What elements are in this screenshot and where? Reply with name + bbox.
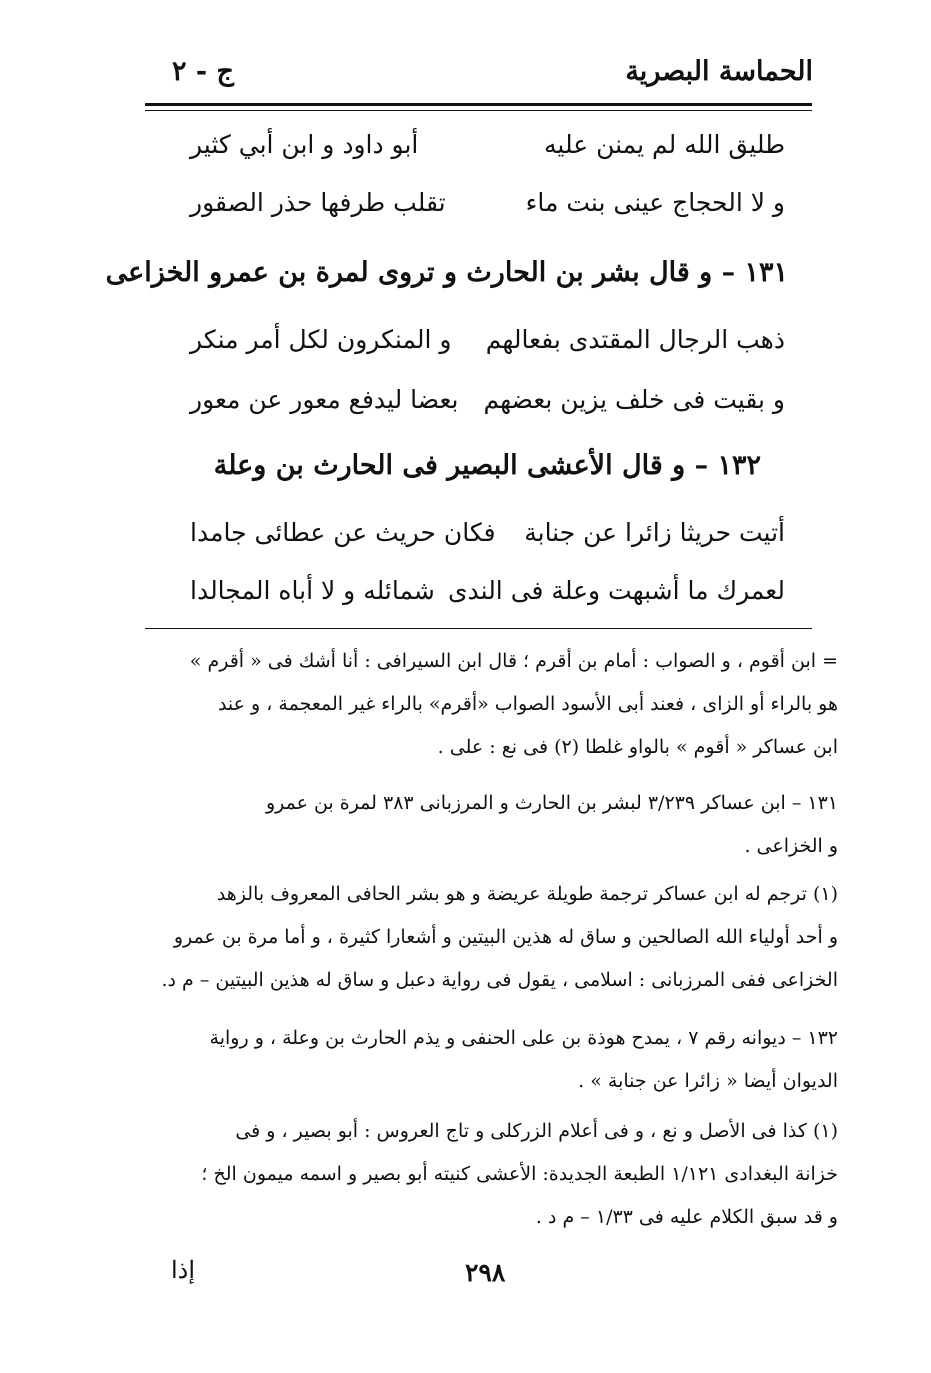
footnote-rule xyxy=(145,628,812,629)
page-number: ٢٩٨ xyxy=(465,1258,506,1287)
volume-label: ج - ٢ xyxy=(172,56,234,87)
footnote-line: ١٣٢ – ديوانه رقم ٧ ، يمدح هوذة بن على الحنفى و يذم الحارث بن وعلة ، و رواية xyxy=(209,1027,838,1049)
verse-line xyxy=(0,385,931,429)
verse-line xyxy=(0,518,931,562)
footnote-line: الديوان أيضا « زائرا عن جنابة » . xyxy=(578,1070,838,1092)
verse-hemistich-second: تقلب طرفها حذر الصقور xyxy=(190,188,446,217)
footnote-line: = ابن أقوم ، و الصواب : أمام بن أقرم ؛ قال ابن السيرافى : أنا أشك فى « أقرم » xyxy=(189,650,838,672)
footnote-block xyxy=(150,782,838,868)
footnote-block xyxy=(150,1110,838,1239)
footnote-line: (١) ترجم له ابن عساكر ترجمة طويلة عريضة و هو بشر الحافى المعروف بالزهد xyxy=(216,883,838,905)
verse-hemistich-first: لعمرك ما أشبهت وعلة فى الندى xyxy=(447,576,785,605)
verse-hemistich-second: أبو داود و ابن أبي كثير xyxy=(190,130,419,159)
verse-hemistich-first: أتيت حريثا زائرا عن جنابة xyxy=(524,518,785,547)
verse-hemistich-first: طليق الله لم يمنن عليه xyxy=(544,130,785,159)
verse-hemistich-first: و بقيت فى خلف يزين بعضهم xyxy=(483,385,785,414)
footnote-line: الخزاعى ففى المرزبانى : اسلامى ، يقول فى رواية دعبل و ساق له هذين البيتين – م د. xyxy=(161,969,838,991)
footnote-block xyxy=(150,1017,838,1103)
verse-hemistich-second: و المنكرون لكل أمر منكر xyxy=(190,325,452,354)
verse-line xyxy=(0,325,931,369)
footnote-block xyxy=(150,873,838,1002)
verse-hemistich-first: و لا الحجاج عينى بنت ماء xyxy=(525,188,785,217)
header-rule xyxy=(145,103,812,106)
verse-line xyxy=(0,576,931,620)
footnote-block xyxy=(150,640,838,769)
footnote-line: ١٣١ – ابن عساكر ٣/٢٣٩ لبشر بن الحارث و المرزبانى ٣٨٣ لمرة بن عمرو xyxy=(265,792,838,814)
footnote-line: و الخزاعى . xyxy=(744,835,838,857)
verse-line xyxy=(0,130,931,174)
catchword: إذا xyxy=(171,1256,196,1284)
verse-hemistich-first: ذهب الرجال المقتدى بفعالهم xyxy=(485,325,785,354)
running-title: الحماسة البصرية xyxy=(625,56,813,87)
verse-hemistich-second: فكان حريث عن عطائى جامدا xyxy=(190,518,496,547)
verse-hemistich-second: شمائله و لا أباه المجالدا xyxy=(190,576,435,605)
header-rule-thin xyxy=(145,110,812,111)
verse-hemistich-second: بعضا ليدفع معور عن معور xyxy=(190,385,459,414)
footnote-line: ابن عساكر « أقوم » بالواو غلطا (٢) فى نع : على . xyxy=(437,736,838,758)
footnote-line: هو بالراء أو الزاى ، فعند أبى الأسود الصواب «أقرم» بالراء غير المعجمة ، و عند xyxy=(217,693,838,715)
poem-heading-132: ١٣٢ – و قال الأعشى البصير فى الحارث بن وعلة xyxy=(213,450,761,481)
poem-heading-131: ١٣١ – و قال بشر بن الحارث و تروى لمرة بن عمرو الخزاعى xyxy=(105,257,788,288)
footnote-line: و أحد أولياء الله الصالحين و ساق له هذين البيتين و أشعارا كثيرة ، و أما مرة بن عمرو xyxy=(173,926,838,948)
verse-line xyxy=(0,188,931,232)
footnote-line: و قد سبق الكلام عليه فى ١/٣٣ – م د . xyxy=(535,1206,838,1228)
footnote-line: (١) كذا فى الأصل و نع ، و فى أعلام الزركلى و تاج العروس : أبو بصير ، و فى xyxy=(235,1120,838,1142)
footnote-line: خزانة البغدادى ١/١٢١ الطبعة الجديدة: الأعشى كنيته أبو بصير و اسمه ميمون الخ ؛ xyxy=(201,1163,838,1185)
